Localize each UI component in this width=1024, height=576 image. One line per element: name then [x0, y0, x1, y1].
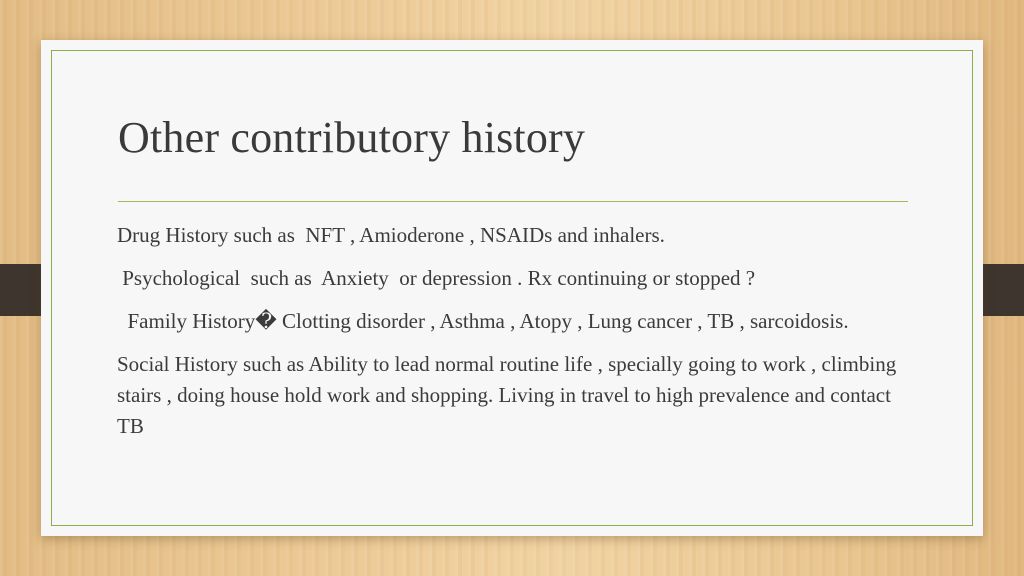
slide-body	[117, 220, 917, 454]
paragraph-family-history: Family History� Clotting disorder , Asthma , Atopy , Lung cancer , TB , sarcoidosis.	[117, 309, 849, 333]
paragraph-drug-history: Drug History such as NFT , Amioderone , NSAIDs and inhalers.	[117, 223, 665, 247]
paragraph-social-history: Social History such as Ability to lead normal routine life , specially going to work , climbing stairs , doing house hold work and shopping. Living in travel to high prevalence and contact TB	[117, 352, 897, 438]
paragraph-psychological: Psychological such as Anxiety or depression . Rx continuing or stopped ?	[117, 266, 756, 290]
slide-title: Other contributory history	[118, 113, 586, 162]
slide-card	[41, 40, 983, 536]
title-divider	[118, 201, 908, 202]
